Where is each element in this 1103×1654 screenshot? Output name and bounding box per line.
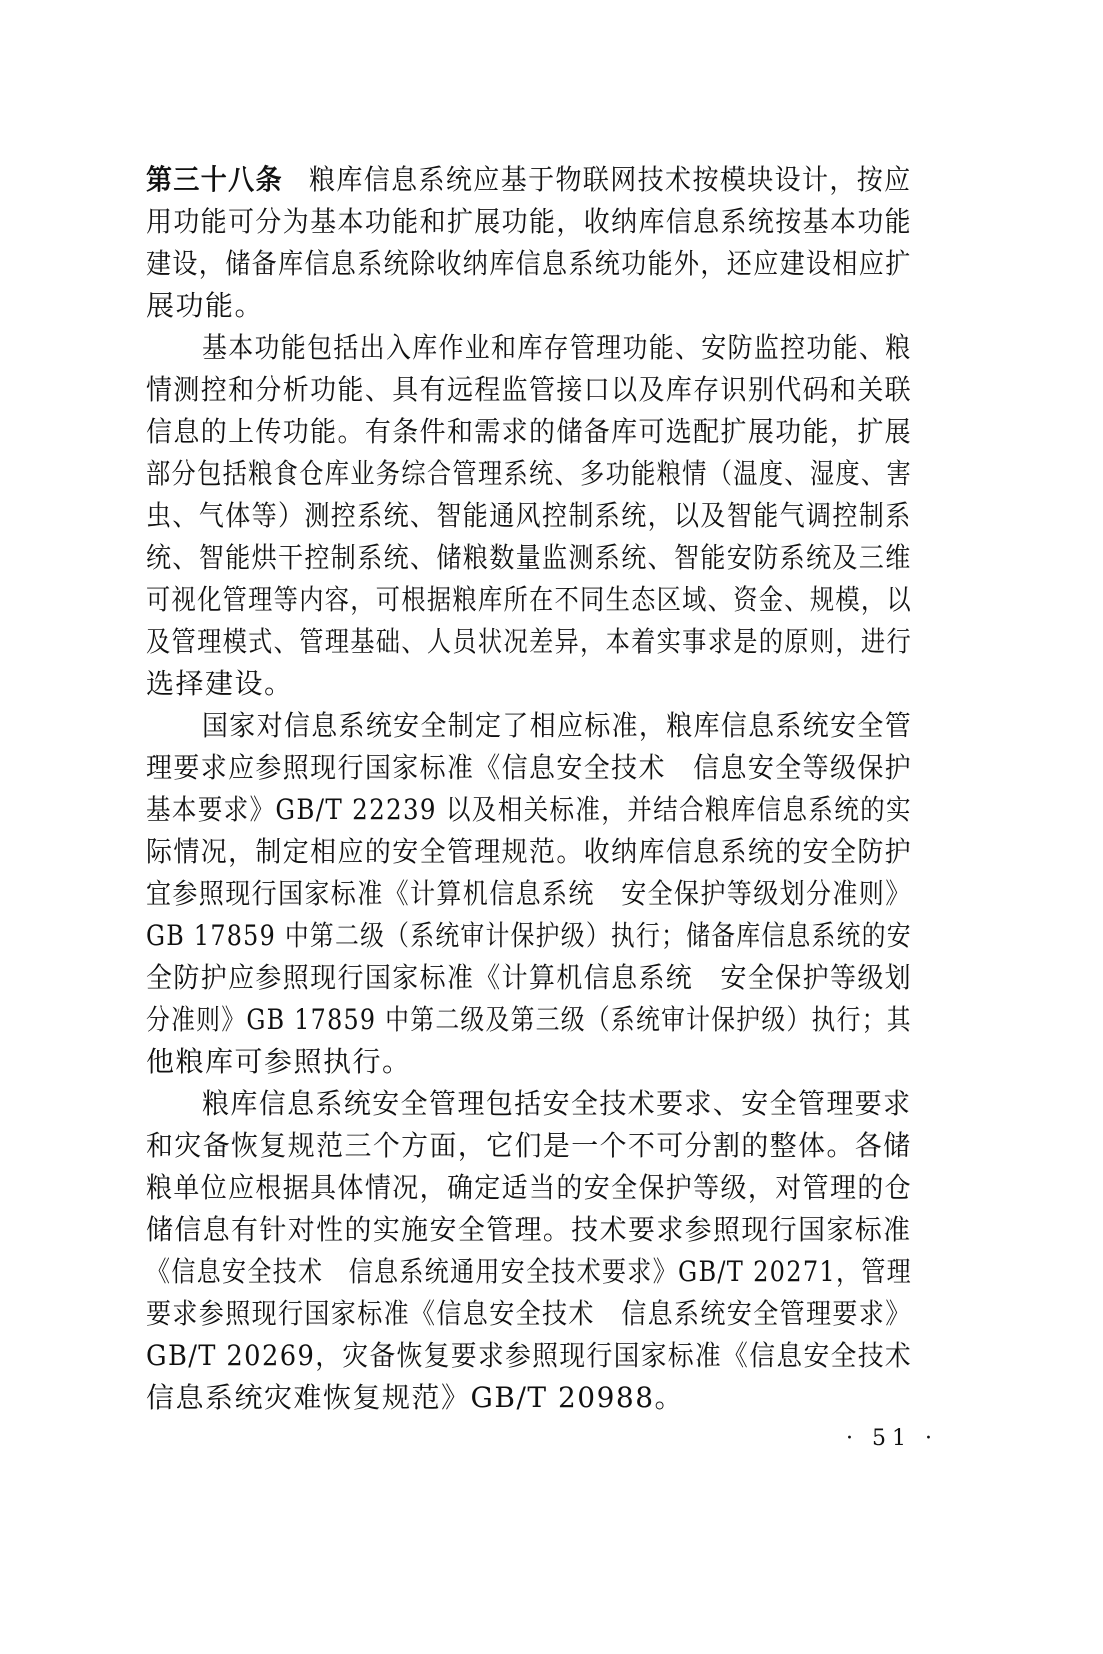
paragraph-2-line-7: 可视化管理等内容，可根据粮库所在不同生态区域、资金、规模，以	[146, 583, 912, 616]
paragraph-1-line-4: 展功能。	[146, 289, 265, 322]
paragraph-4-line-5: 《信息安全技术 信息系统通用安全技术要求》GB/T 20271，管理	[146, 1255, 912, 1288]
paragraph-4-line-6: 要求参照现行国家标准《信息安全技术 信息系统安全管理要求》	[146, 1297, 912, 1330]
paragraph-4-line-4: 储信息有针对性的实施安全管理。技术要求参照现行国家标准	[146, 1213, 912, 1246]
paragraph-4-line-8: 信息系统灾难恢复规范》GB/T 20988。	[146, 1381, 685, 1414]
paragraph-3-line-1: 国家对信息系统安全制定了相应标准，粮库信息系统安全管	[202, 709, 913, 742]
paragraph-2-line-9: 选择建设。	[146, 667, 294, 700]
paragraph-1-line-1: 第三十八条 粮库信息系统应基于物联网技术按模块设计，按应	[146, 163, 912, 196]
paragraph-3-line-8: 分准则》GB 17859 中第二级及第三级（系统审计保护级）执行；其	[146, 1003, 912, 1036]
paragraph-3-line-7: 全防护应参照现行国家标准《计算机信息系统 安全保护等级划	[146, 961, 913, 994]
paragraph-4-line-1: 粮库信息系统安全管理包括安全技术要求、安全管理要求	[202, 1087, 912, 1120]
paragraph-3-line-9: 他粮库可参照执行。	[146, 1045, 412, 1078]
paragraph-3-line-2: 理要求应参照现行国家标准《信息安全技术 信息安全等级保护	[146, 751, 913, 784]
paragraph-1-line-3: 建设，储备库信息系统除收纳库信息系统功能外，还应建设相应扩	[146, 247, 912, 280]
paragraph-2-line-3: 信息的上传功能。有条件和需求的储备库可选配扩展功能，扩展	[146, 415, 913, 448]
paragraph-3-line-4: 际情况，制定相应的安全管理规范。收纳库信息系统的安全防护	[146, 835, 913, 868]
paragraph-3-line-3: 基本要求》GB/T 22239 以及相关标准，并结合粮库信息系统的实	[146, 793, 912, 826]
paragraph-2-line-2: 情测控和分析功能、具有远程监管接口以及库存识别代码和关联	[146, 373, 913, 406]
paragraph-2-line-5: 虫、气体等）测控系统、智能通风控制系统，以及智能气调控制系	[146, 499, 912, 532]
paragraph-3-line-6: GB 17859 中第二级（系统审计保护级）执行；储备库信息系统的安	[146, 919, 912, 952]
paragraph-3-line-5: 宜参照现行国家标准《计算机信息系统 安全保护等级划分准则》	[146, 877, 912, 910]
paragraph-4-line-3: 粮单位应根据具体情况，确定适当的安全保护等级，对管理的仓	[146, 1171, 913, 1204]
paragraph-1-line-2: 用功能可分为基本功能和扩展功能，收纳库信息系统按基本功能	[146, 205, 913, 238]
paragraph-2-line-1: 基本功能包括出入库作业和库存管理功能、安防监控功能、粮	[202, 331, 912, 364]
paragraph-2-line-6: 统、智能烘干控制系统、储粮数量监测系统、智能安防系统及三维	[146, 541, 912, 574]
paragraph-4-line-7: GB/T 20269，灾备恢复要求参照现行国家标准《信息安全技术	[146, 1339, 913, 1372]
paragraph-2-line-8: 及管理模式、管理基础、人员状况差异，本着实事求是的原则，进行	[146, 625, 912, 658]
page-number: · 51 ·	[846, 1426, 938, 1451]
paragraph-4-line-2: 和灾备恢复规范三个方面，它们是一个不可分割的整体。各储	[146, 1129, 912, 1162]
paragraph-2-line-4: 部分包括粮食仓库业务综合管理系统、多功能粮情（温度、湿度、害	[146, 457, 912, 490]
article-heading: 第三十八条	[146, 163, 283, 196]
